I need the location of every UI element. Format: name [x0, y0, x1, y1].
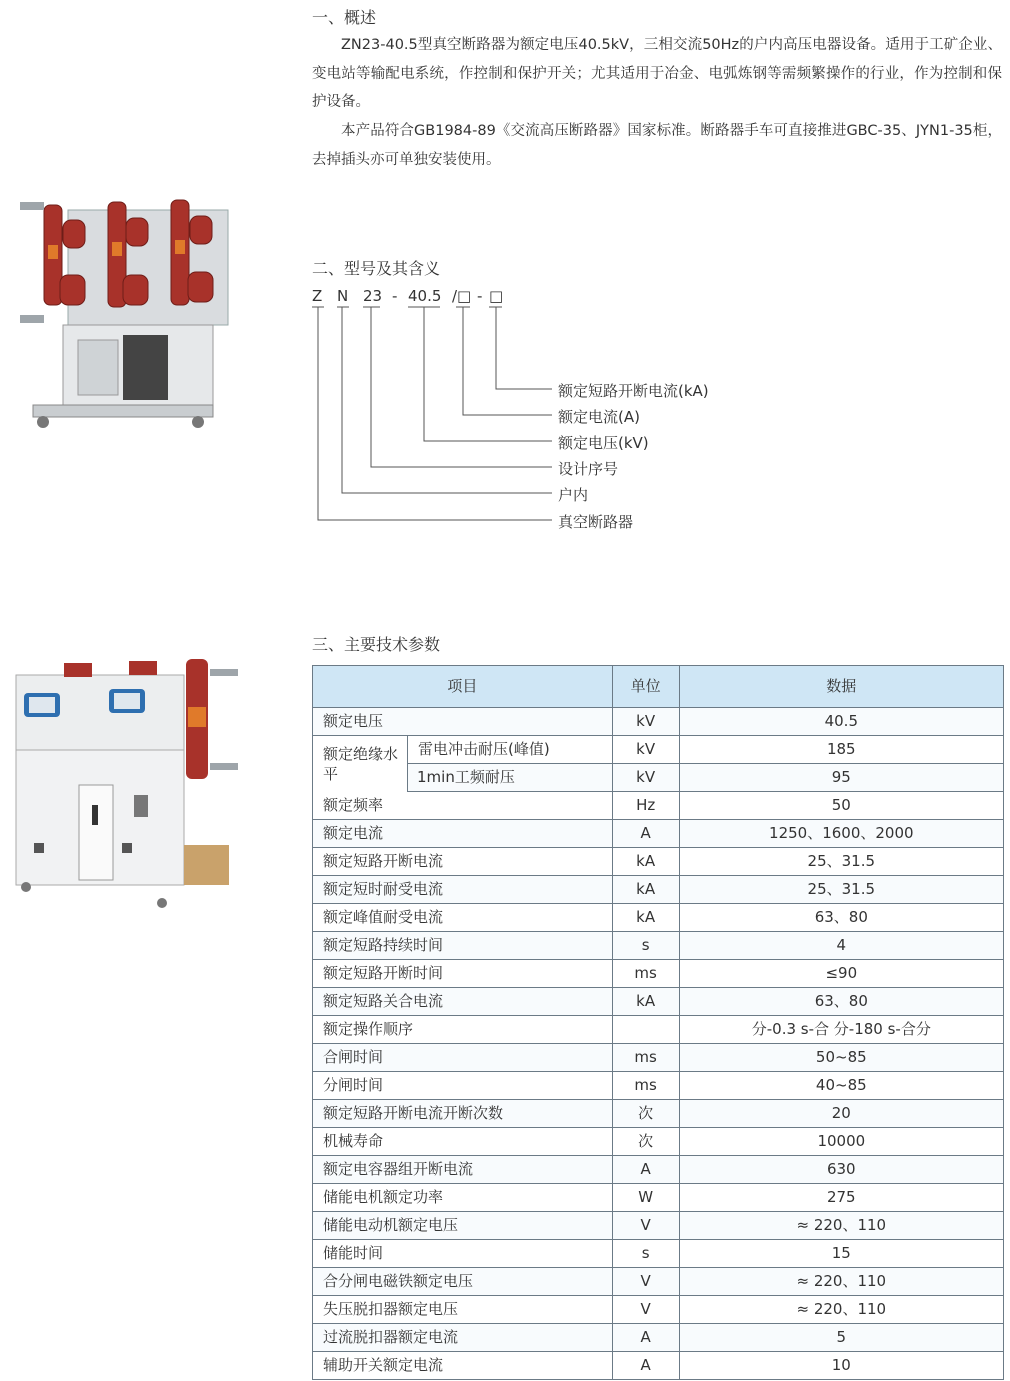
spec-table — [312, 665, 1004, 1380]
overview-paragraph-1: ZN23-40.5型真空断路器为额定电压40.5kV，三相交流50Hz的户内高压电器设备。适用于工矿企业、变电站等输配电系统，作控制和保护开关；尤其适用于冶金、电弧炼钢等需频繁操作的行业，作为控制和保护设备。 — [312, 37, 1002, 110]
table-row: 额定短路开断电流开断次数 次 20 — [313, 1100, 1004, 1128]
label-rated-current: 额定电流(A) — [558, 408, 640, 426]
code-voltage: 40.5 — [408, 287, 442, 305]
table-row: 机械寿命 次 10000 — [313, 1128, 1004, 1156]
table-row: 合分闸电磁铁额定电压 V ≈ 220、110 — [313, 1268, 1004, 1296]
table-row: 储能时间 s 15 — [313, 1240, 1004, 1268]
insulation-group-label: 额定绝缘水平 — [313, 736, 408, 792]
params-title: 三、主要技术参数 — [312, 635, 441, 654]
header-item: 项目 — [313, 666, 613, 708]
label-indoor: 户内 — [558, 486, 589, 504]
header-value: 数据 — [679, 666, 1003, 708]
code-n: N — [337, 287, 349, 305]
overview-paragraph-2: 本产品符合GB1984-89《交流高压断路器》国家标准。断路器手车可直接推进GBC-35、JYN1-35柜，去掉插头亦可单独安装使用。 — [312, 123, 1002, 168]
table-row: 额定电压 kV 40.5 — [313, 708, 1004, 736]
label-breaking-current: 额定短路开断电流(kA) — [558, 382, 709, 400]
code-series: 23 — [363, 287, 383, 305]
table-row: 过流脱扣器额定电流 A 5 — [313, 1324, 1004, 1352]
table-row: 额定电容器组开断电流 A 630 — [313, 1156, 1004, 1184]
code-current-box: /□ — [452, 287, 472, 305]
table-row: 额定绝缘水平 雷电冲击耐压(峰值) kV 185 — [313, 736, 1004, 764]
label-rated-voltage: 额定电压(kV) — [558, 434, 649, 452]
table-row: 额定电流 A 1250、1600、2000 — [313, 820, 1004, 848]
breaker-photo-front — [18, 190, 230, 440]
table-row: 储能电动机额定电压 V ≈ 220、110 — [313, 1212, 1004, 1240]
table-row: 分闸时间 ms 40~85 — [313, 1072, 1004, 1100]
code-dash-1: - — [392, 287, 398, 305]
table-row: 储能电机额定功率 W 275 — [313, 1184, 1004, 1212]
table-header-row — [313, 666, 1004, 708]
header-unit: 单位 — [612, 666, 679, 708]
label-design-series: 设计序号 — [558, 460, 619, 478]
table-row: 额定短路开断电流 kA 25、31.5 — [313, 848, 1004, 876]
table-row: 合闸时间 ms 50~85 — [313, 1044, 1004, 1072]
code-breaking-box: □ — [489, 287, 504, 305]
table-row: 额定峰值耐受电流 kA 63、80 — [313, 904, 1004, 932]
breaker-photo-cabinet — [14, 655, 242, 910]
table-row: 辅助开关额定电流 A 10 — [313, 1352, 1004, 1380]
table-row: 额定频率 Hz 50 — [313, 792, 1004, 820]
label-vacuum-breaker: 真空断路器 — [558, 513, 634, 531]
code-z: Z — [312, 287, 323, 305]
overview-title: 一、概述 — [312, 8, 377, 27]
table-row: 1min工频耐压 kV 95 — [313, 764, 1004, 792]
table-row: 额定短时耐受电流 kA 25、31.5 — [313, 876, 1004, 904]
table-row: 额定短路持续时间 s 4 — [313, 932, 1004, 960]
table-row: 额定短路开断时间 ms ≤90 — [313, 960, 1004, 988]
table-row: 额定操作顺序 分-0.3 s-合 分-180 s-合分 — [313, 1016, 1004, 1044]
table-row: 额定短路关合电流 kA 63、80 — [313, 988, 1004, 1016]
model-title: 二、型号及其含义 — [312, 259, 441, 278]
table-row: 失压脱扣器额定电压 V ≈ 220、110 — [313, 1296, 1004, 1324]
code-dash-2: - — [477, 287, 483, 305]
